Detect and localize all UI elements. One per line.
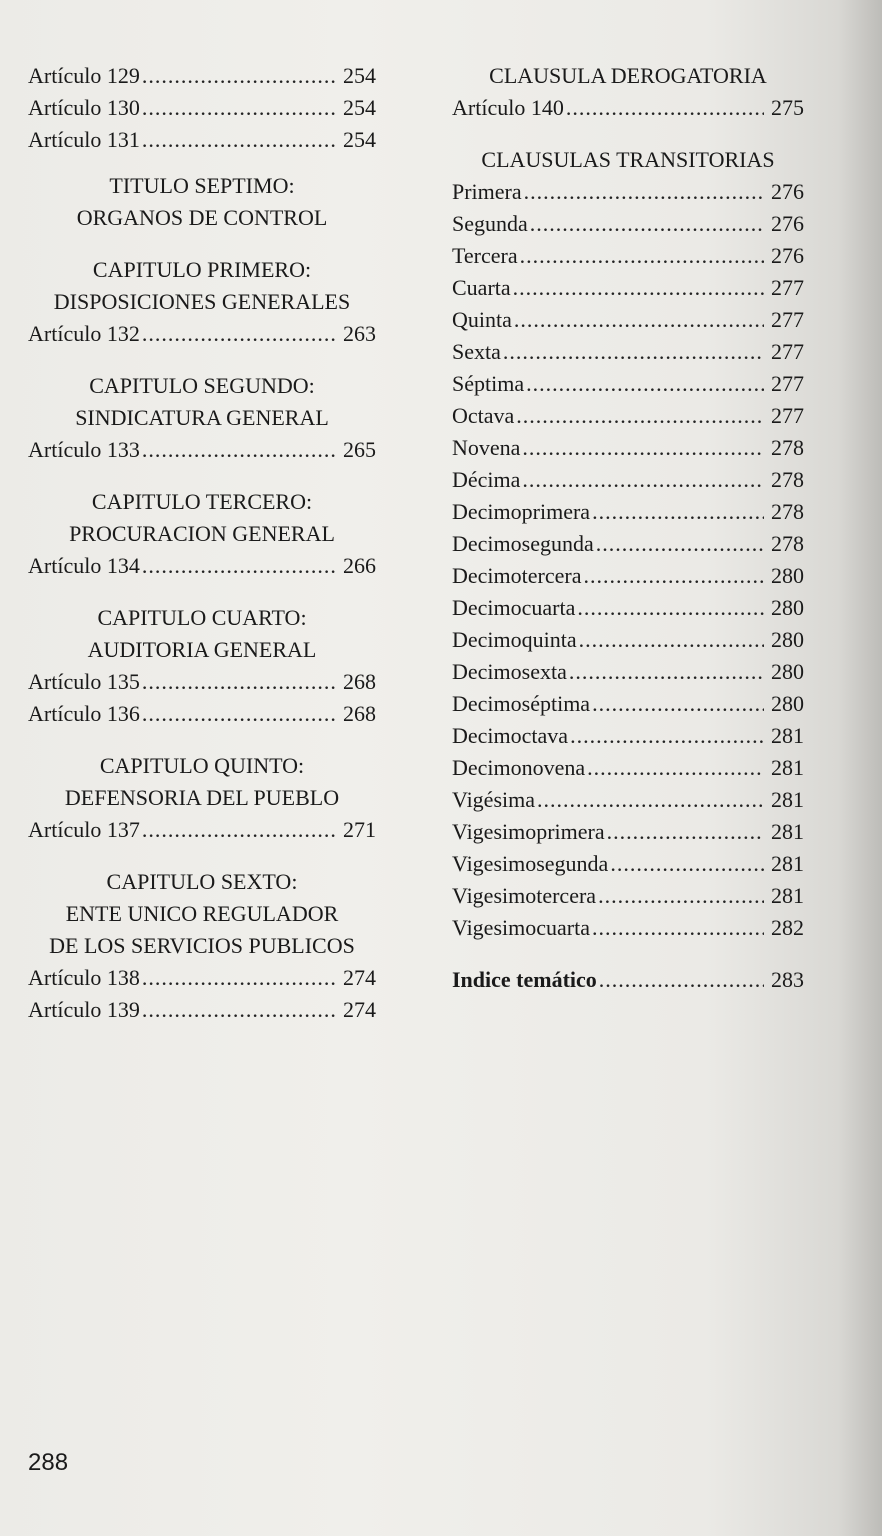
entry-page: 278: [771, 499, 804, 524]
entry-label: Artículo 134: [28, 553, 140, 578]
dot-leader: [530, 208, 764, 240]
entry-page: 254: [343, 127, 376, 152]
dot-leader: [524, 176, 764, 208]
entry-page: 268: [343, 669, 376, 694]
entry-label: Decimotercera: [452, 563, 582, 588]
dot-leader: [514, 304, 764, 336]
entry-label: Artículo 129: [28, 63, 140, 88]
entry-page: 263: [343, 321, 376, 346]
spacer: [452, 124, 804, 144]
dot-leader: [142, 124, 336, 156]
dot-leader: [598, 880, 764, 912]
entry-page: 282: [771, 915, 804, 940]
dot-leader: [142, 962, 336, 994]
entry-page: 281: [771, 819, 804, 844]
entry-page: 274: [343, 965, 376, 990]
toc-entry-articulo-134[interactable]: [28, 550, 376, 582]
entry-page: 277: [771, 307, 804, 332]
toc-entry-transitoria[interactable]: [452, 368, 804, 400]
entry-label: Decimocuarta: [452, 595, 576, 620]
dot-leader: [599, 964, 764, 996]
entry-page: 265: [343, 437, 376, 462]
section-heading: CLAUSULAS TRANSITORIAS: [481, 147, 775, 172]
entry-page: 276: [771, 179, 804, 204]
toc-entry-transitoria[interactable]: [452, 688, 804, 720]
entry-label: Artículo 135: [28, 669, 140, 694]
entry-page: 281: [771, 755, 804, 780]
entry-page: 274: [343, 997, 376, 1022]
toc-entry-transitoria[interactable]: [452, 400, 804, 432]
spacer: [28, 234, 376, 254]
entry-label: Decimoctava: [452, 723, 569, 748]
left-column: [28, 60, 376, 1026]
entry-label: Décima: [452, 467, 521, 492]
entry-page: 280: [771, 691, 804, 716]
section-heading: SINDICATURA GENERAL: [75, 405, 329, 430]
entry-label: Tercera: [452, 243, 518, 268]
section-heading: CAPITULO SEXTO:: [106, 869, 298, 894]
toc-entry-transitoria[interactable]: [452, 304, 804, 336]
toc-entry-articulo-137[interactable]: [28, 814, 376, 846]
entry-page: 277: [771, 371, 804, 396]
entry-page: 277: [771, 275, 804, 300]
dot-leader: [592, 688, 764, 720]
section-heading: CAPITULO SEGUNDO:: [89, 373, 315, 398]
entry-page: 254: [343, 63, 376, 88]
right-column: [452, 60, 804, 996]
entry-page: 281: [771, 723, 804, 748]
toc-entry-transitoria[interactable]: [452, 336, 804, 368]
entry-label: Segunda: [452, 211, 528, 236]
toc-entry-transitoria[interactable]: [452, 752, 804, 784]
toc-entry-transitoria[interactable]: [452, 816, 804, 848]
entry-page: 280: [771, 563, 804, 588]
entry-label: Artículo 132: [28, 321, 140, 346]
dot-leader: [142, 60, 336, 92]
entry-label: Novena: [452, 435, 521, 460]
entry-label: Séptima: [452, 371, 525, 396]
dot-leader: [503, 336, 764, 368]
entry-page: 278: [771, 467, 804, 492]
section-heading: ENTE UNICO REGULADOR: [65, 901, 339, 926]
entry-label: Decimosexta: [452, 659, 567, 684]
entry-page: 276: [771, 243, 804, 268]
entry-page: 278: [771, 435, 804, 460]
dot-leader: [587, 752, 764, 784]
entry-label: Decimosegunda: [452, 531, 594, 556]
entry-label: Indice temático: [452, 967, 597, 992]
section-heading: CAPITULO PRIMERO:: [92, 257, 312, 282]
entry-label: Decimonovena: [452, 755, 586, 780]
toc-entry-transitoria[interactable]: [452, 784, 804, 816]
dot-leader: [513, 272, 764, 304]
section-heading: CAPITULO QUINTO:: [99, 753, 305, 778]
dot-leader: [142, 994, 336, 1026]
toc-entry-articulo-140[interactable]: [452, 92, 804, 124]
toc-entry-transitoria[interactable]: [452, 272, 804, 304]
toc-entry-articulo-139[interactable]: [28, 994, 376, 1026]
entry-page: 280: [771, 627, 804, 652]
entry-page: 280: [771, 595, 804, 620]
toc-entry-transitoria[interactable]: [452, 240, 804, 272]
dot-leader: [142, 814, 336, 846]
dot-leader: [592, 912, 764, 944]
toc-entry-transitoria[interactable]: [452, 592, 804, 624]
dot-leader: [516, 400, 764, 432]
dot-leader: [583, 560, 764, 592]
section-heading: CAPITULO TERCERO:: [91, 489, 313, 514]
entry-label: Vigesimosegunda: [452, 851, 609, 876]
entry-page: 278: [771, 531, 804, 556]
toc-entry-articulo-133[interactable]: [28, 434, 376, 466]
dot-leader: [142, 550, 336, 582]
toc-entry-transitoria[interactable]: [452, 848, 804, 880]
entry-page: 277: [771, 403, 804, 428]
entry-label: Sexta: [452, 339, 501, 364]
toc-entry-transitoria[interactable]: [452, 432, 804, 464]
dot-leader: [577, 592, 764, 624]
entry-page: 276: [771, 211, 804, 236]
section-heading: DEFENSORIA DEL PUEBLO: [64, 785, 340, 810]
toc-entry-articulo-129[interactable]: [28, 60, 376, 92]
entry-label: Artículo 140: [452, 95, 564, 120]
entry-label: Vigesimoprimera: [452, 819, 605, 844]
dot-leader: [607, 816, 764, 848]
entry-label: Primera: [452, 179, 522, 204]
entry-label: Artículo 130: [28, 95, 140, 120]
section-heading: CAPITULO CUARTO:: [97, 605, 307, 630]
entry-page: 283: [771, 967, 804, 992]
entry-page: 268: [343, 701, 376, 726]
toc-entry-articulo-136[interactable]: [28, 698, 376, 730]
spacer: [28, 350, 376, 370]
dot-leader: [522, 432, 764, 464]
toc-entry-transitoria[interactable]: [452, 720, 804, 752]
spacer: [28, 582, 376, 602]
entry-label: Quinta: [452, 307, 512, 332]
dot-leader: [520, 240, 764, 272]
dot-leader: [592, 496, 764, 528]
toc-entry-articulo-131[interactable]: [28, 124, 376, 156]
toc-entry-transitoria[interactable]: [452, 176, 804, 208]
entry-label: Decimoséptima: [452, 691, 591, 716]
dot-leader: [522, 464, 764, 496]
transitorias-list: [452, 176, 804, 944]
dot-leader: [570, 720, 764, 752]
toc-entry-transitoria[interactable]: [452, 464, 804, 496]
spacer: [28, 730, 376, 750]
dot-leader: [142, 698, 336, 730]
entry-page: 281: [771, 883, 804, 908]
section-heading: TITULO SEPTIMO:: [109, 173, 295, 198]
folio-page-number: 288: [28, 1449, 69, 1476]
section-heading: AUDITORIA GENERAL: [87, 637, 317, 662]
dot-leader: [142, 434, 336, 466]
toc-entry-transitoria[interactable]: [452, 560, 804, 592]
entry-label: Vigesimotercera: [452, 883, 597, 908]
dot-leader: [142, 318, 336, 350]
toc-entry-articulo-138[interactable]: [28, 962, 376, 994]
entry-label: Artículo 139: [28, 997, 140, 1022]
dot-leader: [579, 624, 764, 656]
entry-label: Artículo 133: [28, 437, 140, 462]
toc-entry-transitoria[interactable]: [452, 496, 804, 528]
entry-page: 254: [343, 95, 376, 120]
entry-page: 281: [771, 787, 804, 812]
entry-page: 271: [343, 817, 376, 842]
dot-leader: [526, 368, 764, 400]
dot-leader: [610, 848, 764, 880]
entry-label: Vigesimocuarta: [452, 915, 590, 940]
toc-entry-indice-tematico[interactable]: [452, 964, 804, 996]
entry-page: 275: [771, 95, 804, 120]
section-heading: ORGANOS DE CONTROL: [76, 205, 328, 230]
entry-page: 266: [343, 553, 376, 578]
toc-entry-transitoria[interactable]: [452, 208, 804, 240]
entry-label: Artículo 131: [28, 127, 140, 152]
toc-entry-articulo-135[interactable]: [28, 666, 376, 698]
entry-label: Artículo 136: [28, 701, 140, 726]
toc-entry-articulo-132[interactable]: [28, 318, 376, 350]
dot-leader: [569, 656, 764, 688]
entry-label: Vigésima: [452, 787, 535, 812]
entry-label: Artículo 138: [28, 965, 140, 990]
toc-entry-transitoria[interactable]: [452, 880, 804, 912]
entry-label: Decimoprimera: [452, 499, 591, 524]
entry-label: Cuarta: [452, 275, 511, 300]
spacer: [452, 944, 804, 964]
toc-entry-articulo-130[interactable]: [28, 92, 376, 124]
toc-entry-transitoria[interactable]: [452, 656, 804, 688]
dot-leader: [537, 784, 764, 816]
dot-leader: [142, 92, 336, 124]
dot-leader: [566, 92, 764, 124]
section-heading: CLAUSULA DEROGATORIA: [489, 63, 767, 88]
entry-label: Decimoquinta: [452, 627, 577, 652]
spacer: [28, 466, 376, 486]
spacer: [28, 846, 376, 866]
section-heading: DE LOS SERVICIOS PUBLICOS: [49, 933, 355, 958]
dot-leader: [142, 666, 336, 698]
entry-page: 277: [771, 339, 804, 364]
toc-entry-transitoria[interactable]: [452, 624, 804, 656]
toc-entry-transitoria[interactable]: [452, 912, 804, 944]
entry-page: 281: [771, 851, 804, 876]
entry-page: 280: [771, 659, 804, 684]
section-heading: DISPOSICIONES GENERALES: [53, 289, 351, 314]
toc-entry-transitoria[interactable]: [452, 528, 804, 560]
spacer: [28, 156, 376, 170]
entry-label: Octava: [452, 403, 515, 428]
section-heading: PROCURACION GENERAL: [69, 521, 335, 546]
entry-label: Artículo 137: [28, 817, 140, 842]
dot-leader: [596, 528, 764, 560]
